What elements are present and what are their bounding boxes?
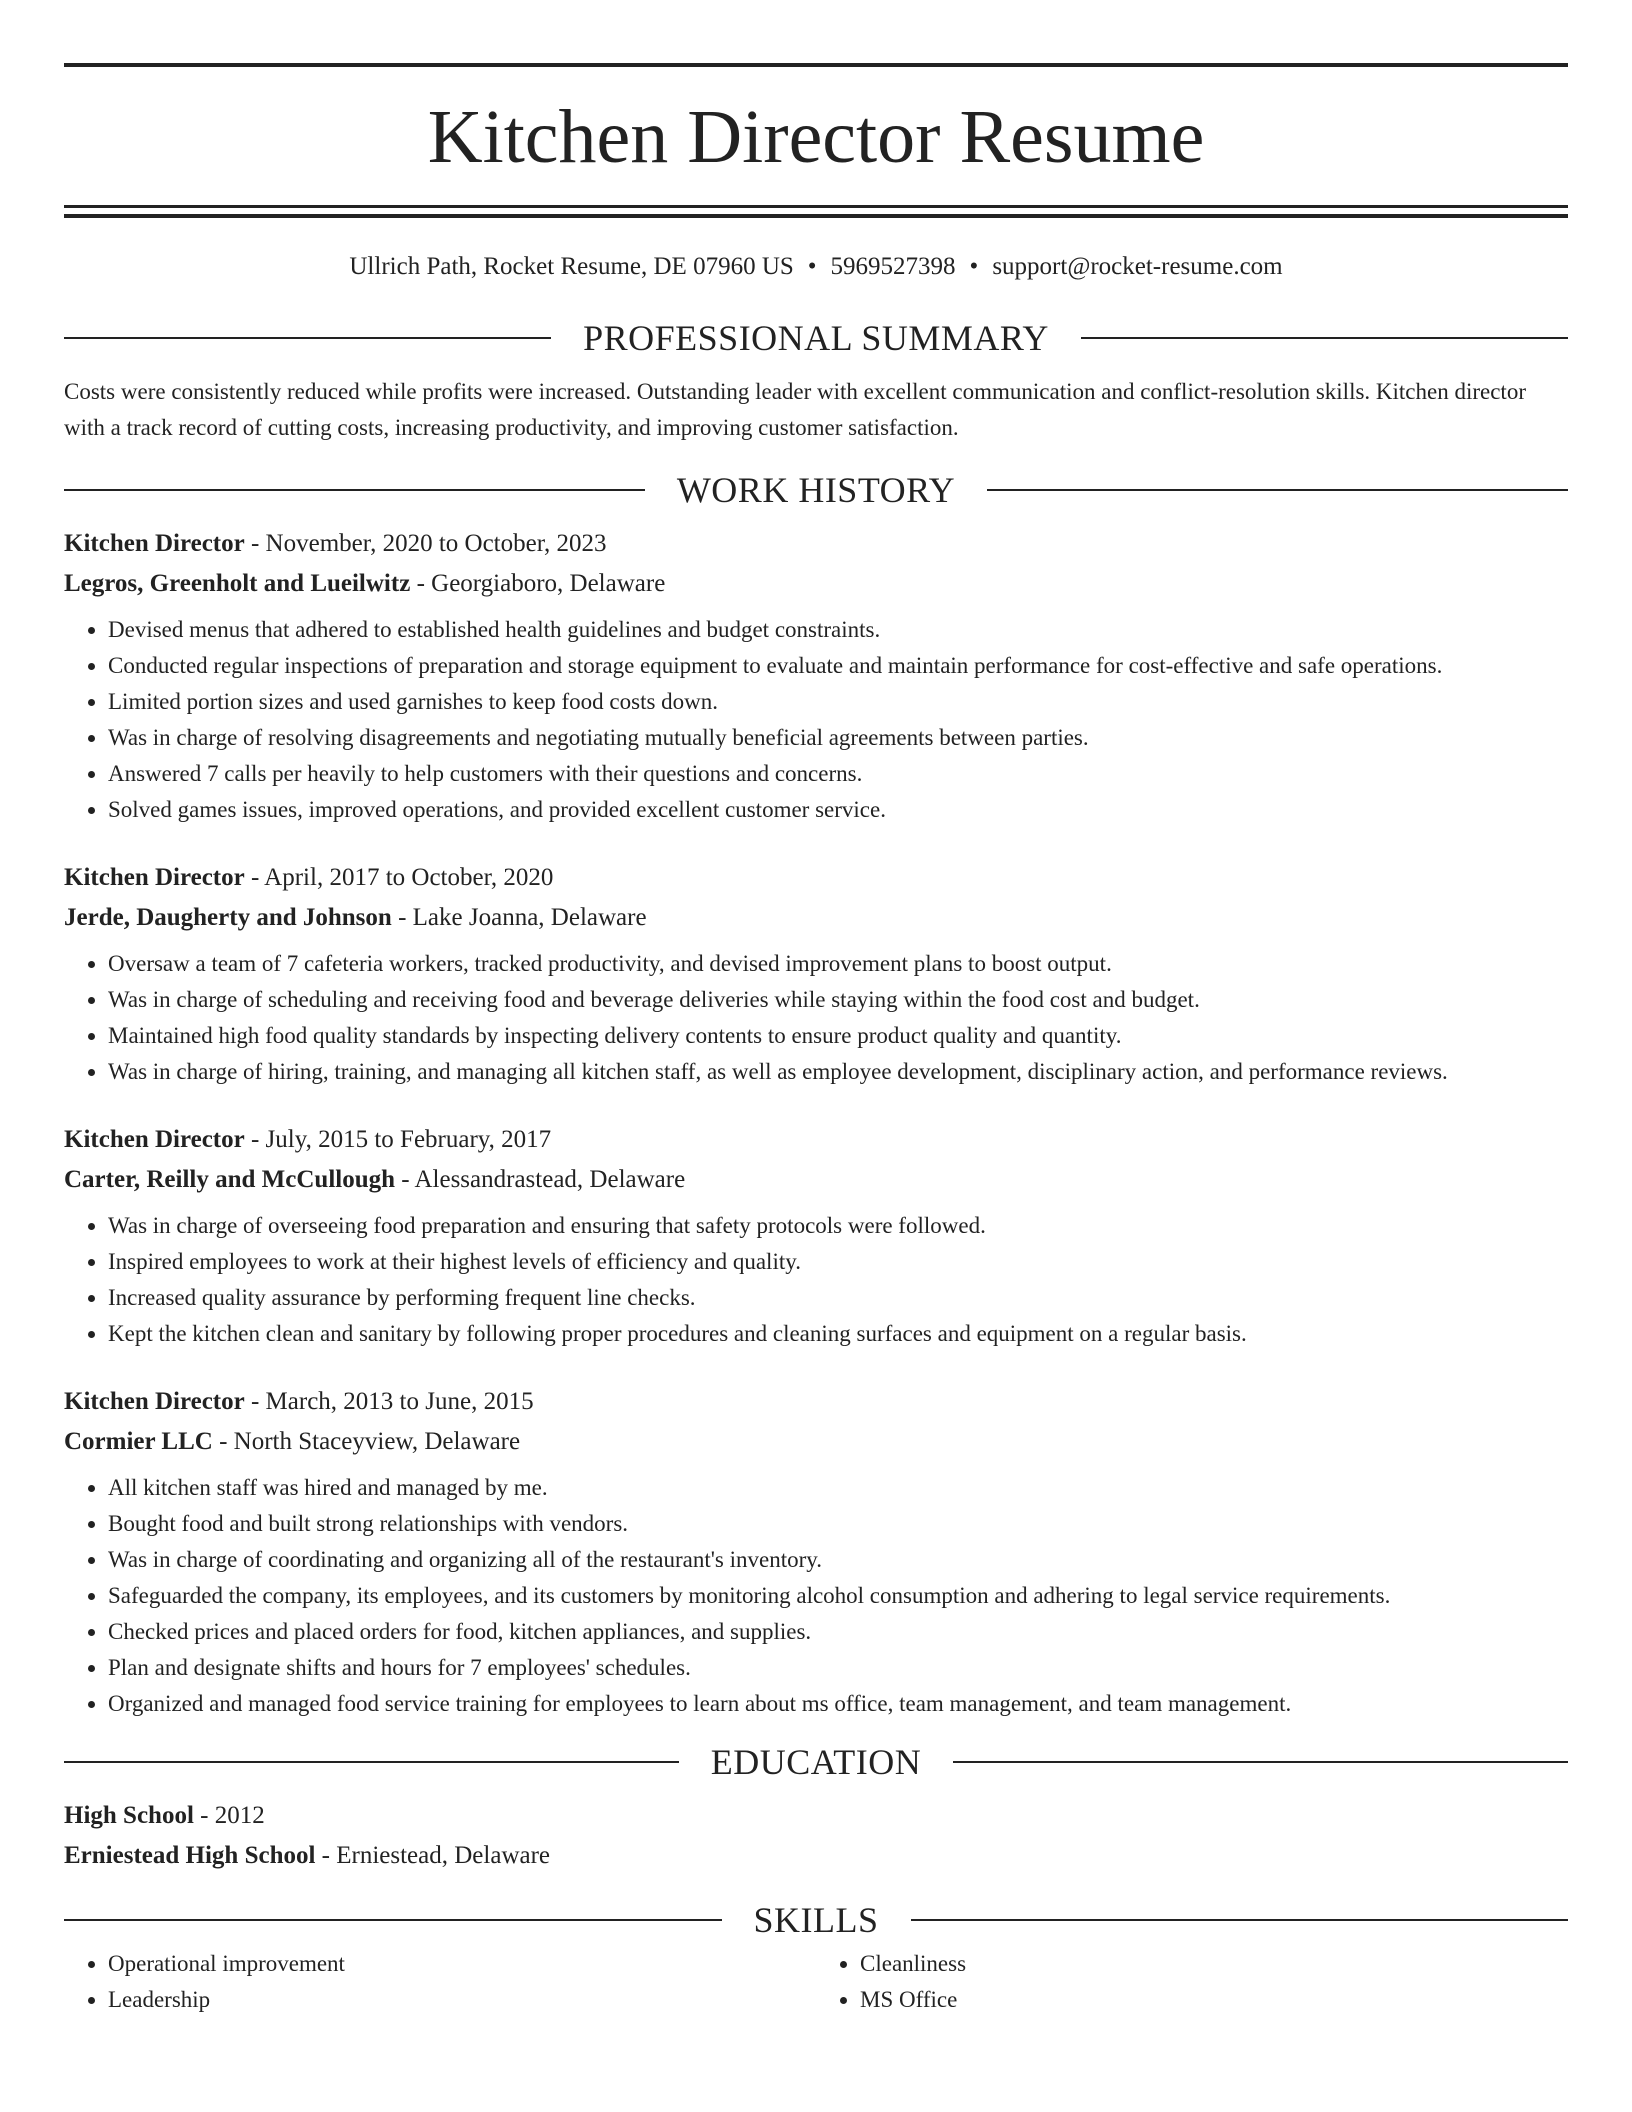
job-title-line: [64, 1120, 1568, 1160]
job-bullet: • Safeguarded the company, its employees, and its customers by monitoring alcohol consumption and adhering to legal service requirements.: [108, 1578, 1568, 1614]
section-label: EDUCATION: [710, 1742, 922, 1782]
skills-column-right: [816, 1946, 1568, 2018]
job-bullet: • Increased quality assurance by performing frequent line checks.: [108, 1280, 1568, 1316]
job-bullet: • Solved games issues, improved operations, and provided excellent customer service.: [108, 792, 1568, 828]
job-location: - Lake Joanna, Delaware: [391, 904, 647, 931]
education-school: Erniestead High School: [64, 1842, 316, 1869]
heading-rule: [911, 1919, 1569, 1921]
skill-item: • Operational improvement: [108, 1946, 816, 1982]
skills-list: [64, 1946, 1568, 2018]
job-entry: [64, 1120, 1568, 1352]
job-dates: - November, 2020 to October, 2023: [244, 530, 607, 557]
job-bullet: • Organized and managed food service training for employees to learn about ms office, team management, and team management.: [108, 1686, 1568, 1722]
job-title: Kitchen Director: [64, 530, 245, 557]
job-bullet: • Devised menus that adhered to established health guidelines and budget constraints.: [108, 612, 1568, 648]
heading-rule: [1081, 337, 1568, 339]
education-school-line: [64, 1836, 1568, 1876]
job-bullet: • Checked prices and placed orders for food, kitchen appliances, and supplies.: [108, 1614, 1568, 1650]
education-year: - 2012: [193, 1802, 265, 1829]
education-location: - Erniestead, Delaware: [315, 1842, 551, 1869]
job-bullet: • Was in charge of overseeing food preparation and ensuring that safety protocols were followed.: [108, 1208, 1568, 1244]
job-bullet: • Was in charge of scheduling and receiving food and beverage deliveries while staying within the food cost and budget.: [108, 982, 1568, 1018]
job-bullets: [64, 1208, 1568, 1352]
job-dates: - July, 2015 to February, 2017: [244, 1126, 552, 1153]
job-bullet: • Was in charge of hiring, training, and managing all kitchen staff, as well as employee development, disciplinary action, and performance reviews.: [108, 1054, 1568, 1090]
section-label: SKILLS: [753, 1900, 879, 1940]
job-entry: [64, 524, 1568, 828]
contact-email: support@rocket-resume.com: [992, 253, 1283, 280]
section-heading-summary: [64, 320, 1568, 356]
heading-rule: [987, 489, 1568, 491]
summary-text: Costs were consistently reduced while profits were increased. Outstanding leader with excellent communication and conflict-resolution skills. Kitchen director with a track record of cutting costs, increasing productivity, and improving customer satisfaction.: [64, 379, 1526, 440]
heading-rule: [64, 1919, 722, 1921]
job-bullet: • Was in charge of resolving disagreements and negotiating mutually beneficial agreements between parties.: [108, 720, 1568, 756]
education-entry: [64, 1796, 1568, 1876]
skill-item: • Leadership: [108, 1982, 816, 2018]
job-company-line: [64, 1160, 1568, 1200]
job-title-line: [64, 1382, 1568, 1422]
heading-rule: [953, 1761, 1568, 1763]
job-company-line: [64, 1422, 1568, 1462]
contact-separator: •: [807, 253, 817, 280]
job-bullet: • Answered 7 calls per heavily to help customers with their questions and concerns.: [108, 756, 1568, 792]
job-company: Legros, Greenholt and Lueilwitz: [64, 570, 411, 597]
job-bullet: • Limited portion sizes and used garnishes to keep food costs down.: [108, 684, 1568, 720]
skill-item: • MS Office: [860, 1982, 1568, 2018]
section-heading-education: [64, 1744, 1568, 1780]
heading-rule: [64, 1761, 679, 1763]
education-degree-line: [64, 1796, 1568, 1836]
skills-column-left: [64, 1946, 816, 2018]
contact-line: [64, 254, 1568, 280]
job-location: - North Staceyview, Delaware: [212, 1428, 521, 1455]
section-heading-work: [64, 472, 1568, 508]
job-entry: [64, 858, 1568, 1090]
contact-phone: 5969527398: [830, 253, 956, 280]
job-location: - Alessandrastead, Delaware: [395, 1166, 686, 1193]
section-label: WORK HISTORY: [676, 470, 956, 510]
job-company: Cormier LLC: [64, 1428, 213, 1455]
resume-title: Kitchen Director Resume: [427, 95, 1205, 179]
job-company: Jerde, Daugherty and Johnson: [64, 904, 392, 931]
job-company-line: [64, 898, 1568, 938]
job-bullet: • Was in charge of coordinating and organizing all of the restaurant's inventory.: [108, 1542, 1568, 1578]
job-bullets: [64, 612, 1568, 828]
education-degree: High School: [64, 1802, 194, 1829]
resume-content: [64, 0, 1568, 2018]
job-bullet: • Inspired employees to work at their highest levels of efficiency and quality.: [108, 1244, 1568, 1280]
section-heading-skills: [64, 1902, 1568, 1938]
job-title-line: [64, 858, 1568, 898]
job-bullet: • Plan and designate shifts and hours for 7 employees' schedules.: [108, 1650, 1568, 1686]
job-dates: - April, 2017 to October, 2020: [244, 864, 554, 891]
job-company: Carter, Reilly and McCullough: [64, 1166, 396, 1193]
job-title: Kitchen Director: [64, 1126, 245, 1153]
job-entry: [64, 1382, 1568, 1722]
job-bullet: • Conducted regular inspections of preparation and storage equipment to evaluate and maintain performance for cost-effective and safe operations.: [108, 648, 1568, 684]
heading-rule: [64, 337, 551, 339]
job-bullet: • Oversaw a team of 7 cafeteria workers, tracked productivity, and devised improvement plans to boost output.: [108, 946, 1568, 982]
heading-rule: [64, 489, 645, 491]
job-title: Kitchen Director: [64, 1388, 245, 1415]
job-bullets: [64, 946, 1568, 1090]
skill-item: • Cleanliness: [860, 1946, 1568, 1982]
job-location: - Georgiaboro, Delaware: [410, 570, 666, 597]
title-bottom-double-rule: [64, 205, 1568, 218]
job-company-line: [64, 564, 1568, 604]
job-dates: - March, 2013 to June, 2015: [244, 1388, 534, 1415]
contact-separator: •: [969, 253, 979, 280]
contact-address: Ullrich Path, Rocket Resume, DE 07960 US: [349, 253, 794, 280]
title-top-rule: [64, 63, 1568, 67]
job-bullets: [64, 1470, 1568, 1722]
job-title-line: [64, 524, 1568, 564]
job-bullet: • All kitchen staff was hired and managed by me.: [108, 1470, 1568, 1506]
job-bullet: • Bought food and built strong relationships with vendors.: [108, 1506, 1568, 1542]
job-title: Kitchen Director: [64, 864, 245, 891]
section-label: PROFESSIONAL SUMMARY: [583, 318, 1049, 358]
job-bullet: • Kept the kitchen clean and sanitary by following proper procedures and cleaning surfaces and equipment on a regular basis.: [108, 1316, 1568, 1352]
job-bullet: • Maintained high food quality standards by inspecting delivery contents to ensure product quality and quantity.: [108, 1018, 1568, 1054]
